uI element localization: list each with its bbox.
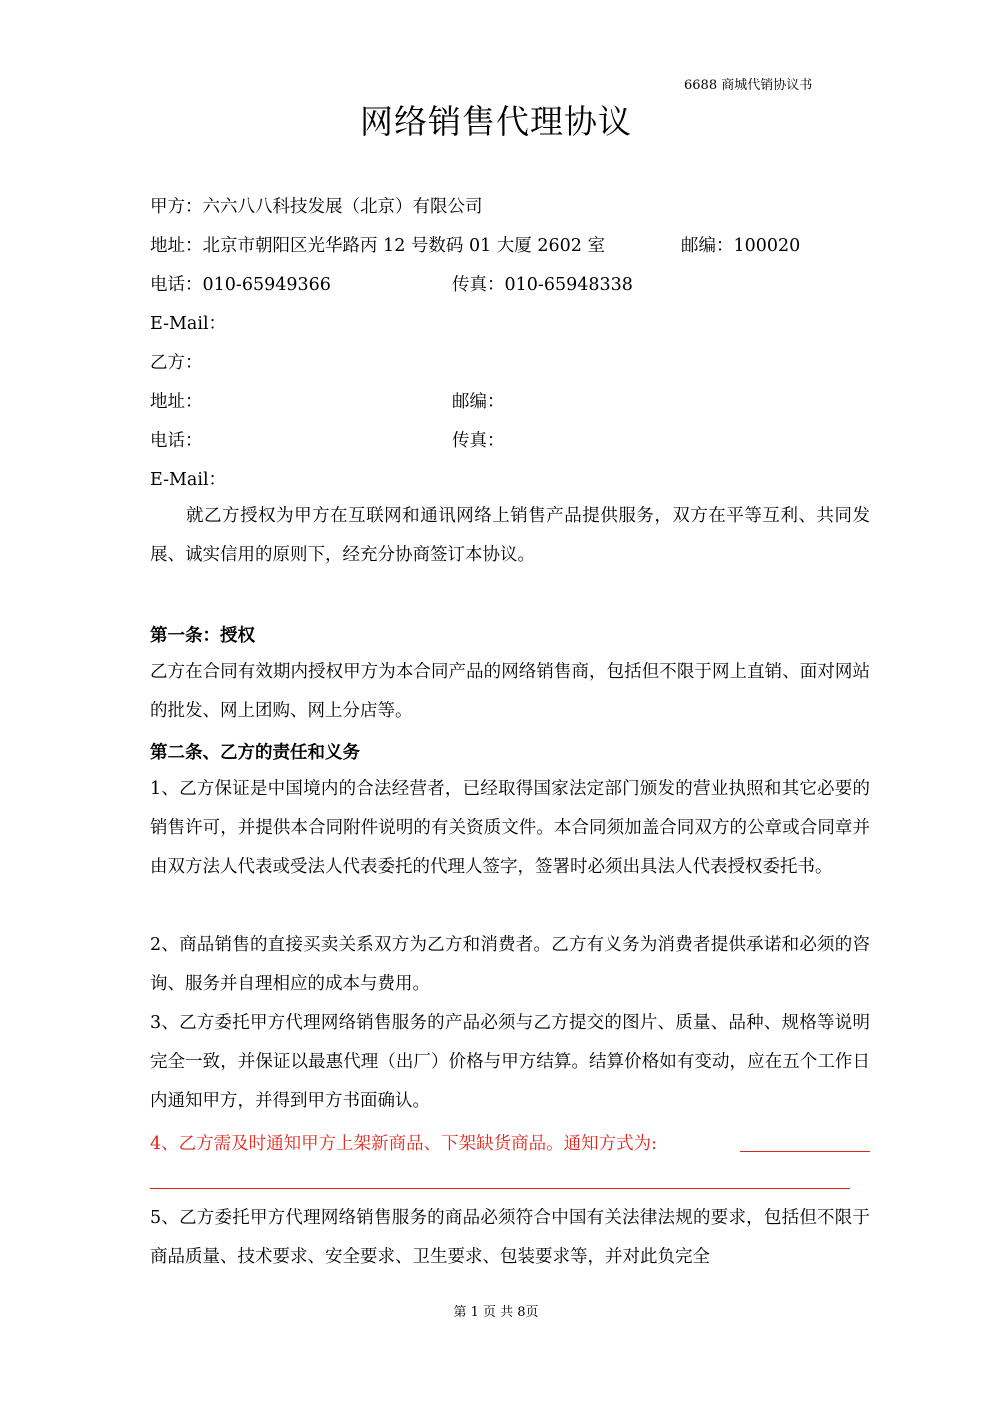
party-a-fax: 传真：010-65948338 (452, 275, 633, 295)
article-2-item-3: 3、乙方委托甲方代理网络销售服务的产品必须与乙方提交的图片、质量、品种、规格等说明完全一致，并保证以最惠代理（出厂）价格与甲方结算。结算价格如有变动，应在五个工作日内通知甲方，并得到甲方书面确认。 (150, 1013, 870, 1111)
fill-in-blank-line-2 (150, 1188, 850, 1189)
page-number: 第 1 页 共 8页 (453, 1305, 539, 1320)
article-2-item-5: 5、乙方委托甲方代理网络销售服务的商品必须符合中国有关法律法规的要求，包括但不限于商品质量、技术要求、安全要求、卫生要求、包装要求等，并对此负完全 (150, 1208, 870, 1267)
intro-paragraph: 就乙方授权为甲方在互联网和通讯网络上销售产品提供服务，双方在平等互利、共同发展、诚实信用的原则下，经充分协商签订本协议。 (150, 506, 870, 565)
party-b-phone: 电话： (150, 431, 203, 451)
party-b-postcode: 邮编： (452, 392, 505, 412)
article-2-item-2: 2、商品销售的直接买卖关系双方为乙方和消费者。乙方有义务为消费者提供承诺和必须的咨询、服务并自理相应的成本与费用。 (150, 935, 870, 994)
party-b-address: 地址： (150, 392, 203, 412)
party-b-name: 乙方： (150, 353, 203, 373)
article-2-item-4: 4、乙方需及时通知甲方上架新商品、下架缺货商品。通知方式为: (150, 1134, 658, 1154)
party-b-email: E-Mail： (150, 470, 227, 490)
article-2-heading: 第二条、乙方的责任和义务 (150, 743, 360, 763)
party-a-address: 地址：北京市朝阳区光华路丙 12 号数码 01 大厦 2602 室 (150, 236, 605, 256)
page-title: 网络销售代理协议 (360, 102, 632, 141)
party-a-name: 甲方：六六八八科技发展（北京）有限公司 (150, 197, 483, 217)
party-a-postcode: 邮编：100020 (681, 236, 801, 256)
party-a-email: E-Mail： (150, 314, 227, 334)
document-header-label: 6688 商城代销协议书 (684, 78, 813, 93)
article-1-heading: 第一条：授权 (150, 626, 255, 646)
article-1-body: 乙方在合同有效期内授权甲方为本合同产品的网络销售商，包括但不限于网上直销、面对网站的批发、网上团购、网上分店等。 (150, 662, 870, 721)
article-2-item-1: 1、乙方保证是中国境内的合法经营者，已经取得国家法定部门颁发的营业执照和其它必要的销售许可，并提供本合同附件说明的有关资质文件。本合同须加盖合同双方的公章或合同章并由双方法人代表或受法人代表委托的代理人签字，签署时必须出具法人代表授权委托书。 (150, 779, 870, 877)
fill-in-blank-line (740, 1151, 870, 1152)
party-a-phone: 电话：010-65949366 (150, 275, 331, 295)
party-b-fax: 传真： (452, 431, 505, 451)
